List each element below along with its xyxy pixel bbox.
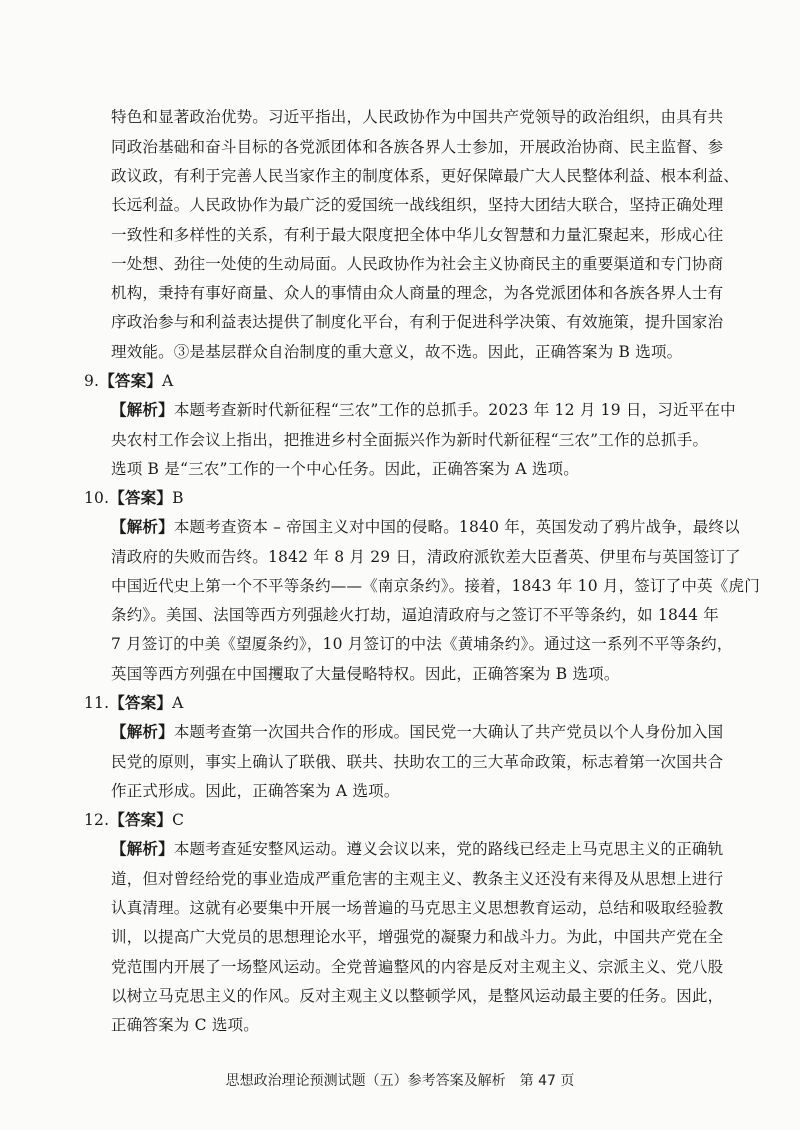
analysis-line: 党范围内开展了一场整风运动。全党普遍整风的内容是反对主观主义、宗派主义、党八股 [111, 958, 724, 976]
analysis-line: 条约》。美国、法国等西方列强趁火打劫，逼迫清政府与之签订不平等条约，如 1844 年 [111, 606, 719, 624]
answer-value: A [172, 694, 184, 712]
analysis-line: 英国等西方列强在中国攫取了大量侵略特权。因此，正确答案为 B 选项。 [111, 665, 620, 683]
analysis-label: 【解析】 [111, 517, 174, 536]
intro-line: 特色和显著政治优势。习近平指出，人民政协作为中国共产党领导的政治组织，由具有共 [111, 108, 724, 126]
item-number: 9. [84, 372, 100, 390]
intro-line: 理效能。③是基层群众自治制度的重大意义，故不选。因此，正确答案为 B 选项。 [111, 343, 683, 361]
analysis-line: 【解析】本题考查资本 – 帝国主义对中国的侵略。1840 年，英国发动了鸦片战争，最终以 [111, 517, 740, 536]
answer-value: C [172, 811, 185, 829]
analysis-line: 作正式形成。因此，正确答案为 A 选项。 [111, 782, 400, 800]
analysis-line: 清政府的失败而告终。1842 年 8 月 29 日，清政府派钦差大臣耆英、伊里布与英国签订了 [111, 548, 741, 566]
intro-line: 序政治参与和利益表达提供了制度化平台，有利于促进科学决策、有效施策，提升国家治 [111, 313, 724, 331]
intro-line: 机构，秉持有事好商量、众人的事情由众人商量的理念，为各党派团体和各族各界人士有 [111, 284, 724, 302]
analysis-line: 道，但对曾经给党的事业造成严重危害的主观主义、教条主义还没有来得及从思想上进行 [111, 870, 724, 888]
analysis-line: 选项 B 是“三农”工作的一个中心任务。因此，正确答案为 A 选项。 [111, 460, 579, 478]
answer-line-10 [84, 488, 184, 508]
answer-line-9 [84, 371, 173, 391]
item-number: 12. [84, 811, 110, 829]
answer-label: 【答案】 [109, 810, 173, 829]
analysis-line: 7 月签订的中美《望厦条约》，10 月签订的中法《黄埔条约》。通过这一系列不平等条约， [111, 635, 733, 653]
analysis-line: 央农村工作会议上指出，把推进乡村全面振兴作为新时代新征程“三农”工作的总抓手。 [111, 431, 709, 449]
answer-line-11 [84, 693, 183, 713]
item-number: 10. [84, 489, 110, 507]
page-footer: 思想政治理论预测试题（五）参考答案及解析 第 47 页 [225, 1073, 575, 1089]
item-number: 11. [84, 694, 110, 712]
analysis-label: 【解析】 [111, 839, 174, 858]
intro-line: 长远利益。人民政协作为最广泛的爱国统一战线组织，坚持大团结大联合，坚持正确处理 [111, 196, 724, 214]
intro-line: 一处想、劲往一处使的生动局面。人民政协作为社会主义协商民主的重要渠道和专门协商 [111, 255, 724, 273]
answer-value: A [162, 372, 174, 390]
answer-label: 【答案】 [109, 693, 173, 712]
analysis-line: 训，以提高广大党员的思想理论水平，增强党的凝聚力和战斗力。为此，中国共产党在全 [111, 928, 724, 946]
analysis-line: 认真清理。这就有必要集中开展一场普遍的马克思主义思想教育运动，总结和吸取经验教 [111, 899, 724, 917]
intro-line: 同政治基础和奋斗目标的各党派团体和各族各界人士参加，开展政治协商、民主监督、参 [111, 138, 724, 156]
answer-value: B [172, 489, 184, 507]
intro-line: 一致性和多样性的关系，有利于最大限度把全体中华儿女智慧和力量汇聚起来，形成心往 [111, 226, 724, 244]
analysis-line: 【解析】本题考查延安整风运动。遵义会议以来，党的路线已经走上马克思主义的正确轨 [111, 839, 724, 858]
answer-line-12 [84, 810, 184, 830]
analysis-line: 【解析】本题考查新时代新征程“三农”工作的总抓手。2023 年 12 月 19 日，习近平在中 [111, 400, 736, 419]
analysis-line: 正确答案为 C 选项。 [111, 1016, 259, 1034]
answer-label: 【答案】 [109, 488, 173, 507]
analysis-label: 【解析】 [111, 722, 174, 741]
analysis-line: 中国近代史上第一个不平等条约——《南京条约》。接着，1843 年 10 月，签订了中英《虎门 [111, 577, 760, 595]
analysis-line: 【解析】本题考查第一次国共合作的形成。国民党一大确认了共产党员以个人身份加入国 [111, 722, 724, 741]
analysis-line: 民党的原则，事实上确认了联俄、联共、扶助农工的三大革命政策，标志着第一次国共合 [111, 753, 724, 771]
analysis-line: 以树立马克思主义的作风。反对主观主义以整顿学风，是整风运动最主要的任务。因此， [111, 987, 724, 1005]
answer-label: 【答案】 [99, 371, 163, 390]
intro-line: 政议政，有利于完善人民当家作主的制度体系，更好保障最广大人民整体利益、根本利益、 [111, 167, 740, 185]
analysis-label: 【解析】 [111, 400, 174, 419]
